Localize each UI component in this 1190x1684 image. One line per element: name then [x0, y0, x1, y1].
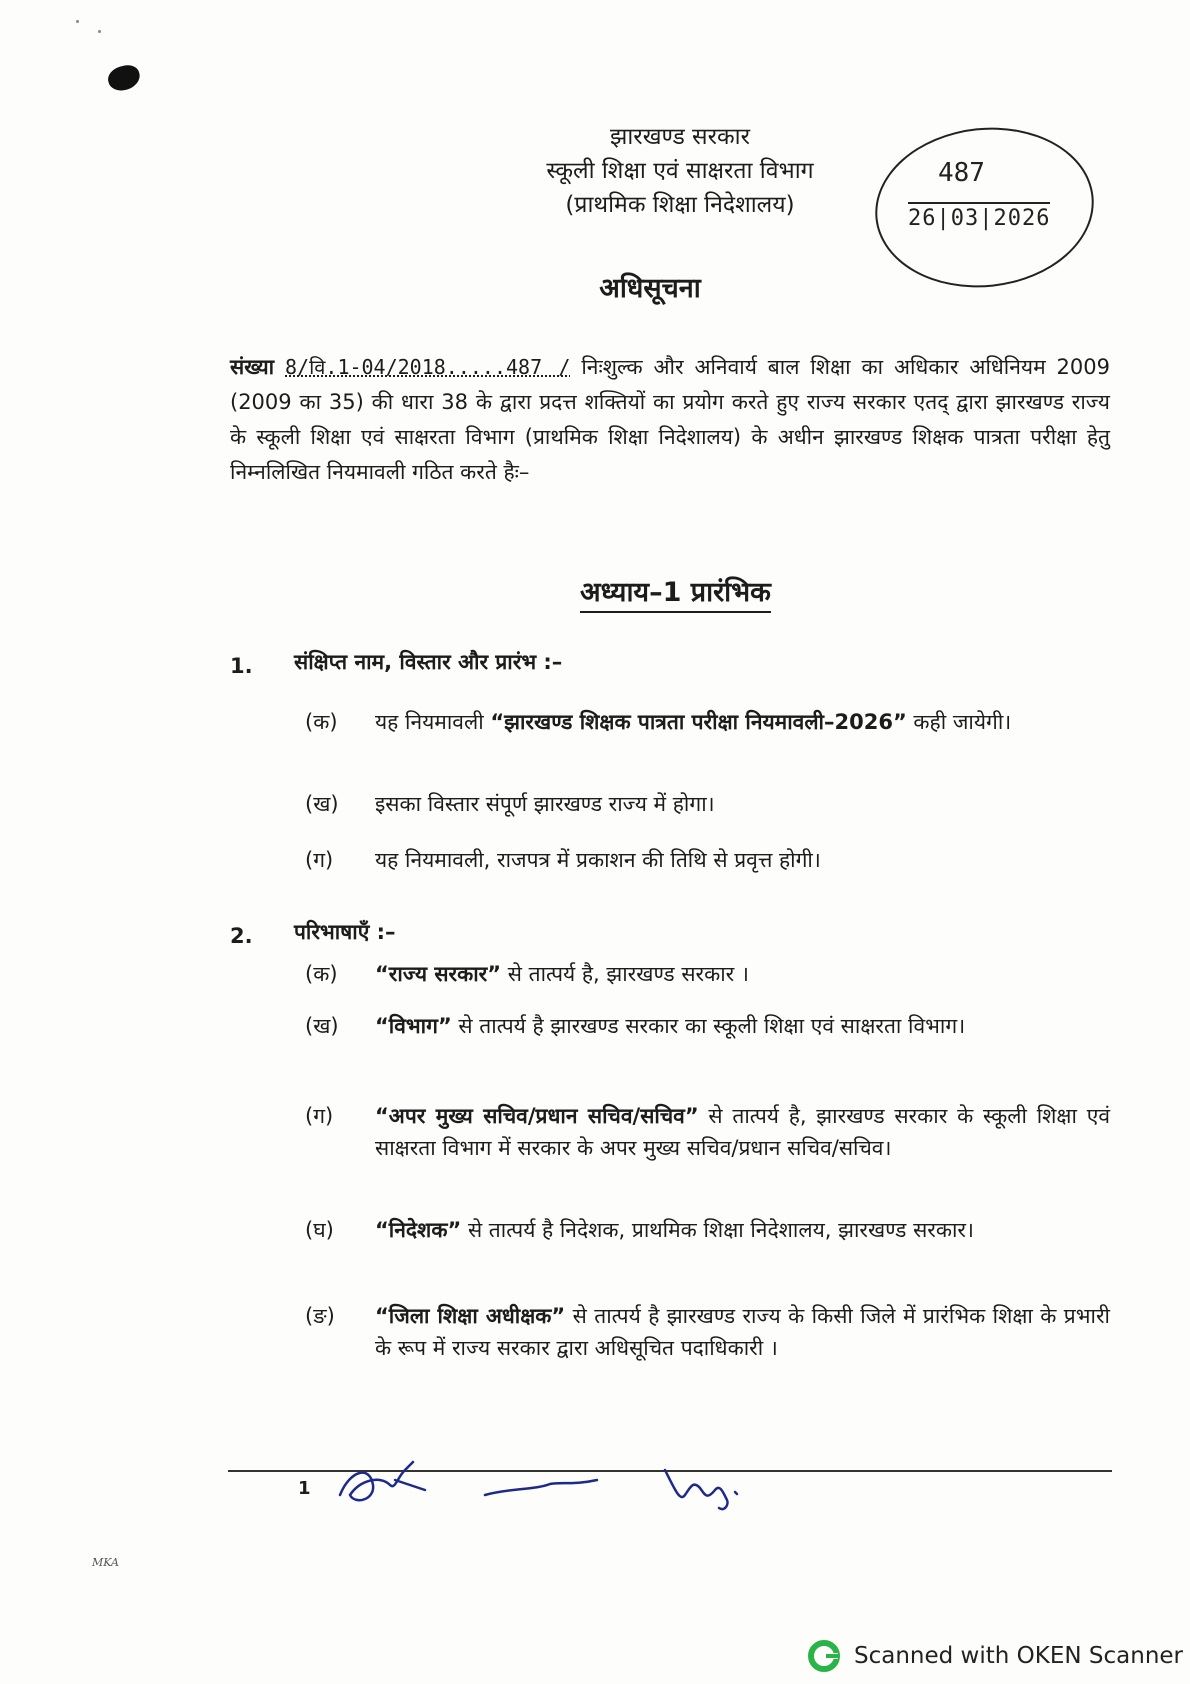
- list-item: [305, 1100, 1110, 1200]
- scan-speck: [98, 30, 101, 33]
- scanner-watermark: [808, 1640, 1183, 1672]
- section-heading: संक्षिप्त नाम, विस्तार और प्रारंभ :–: [294, 650, 563, 674]
- item-text: यह नियमावली “झारखण्ड शिक्षक पात्रता परीक्षा नियमावली–2026” कही जायेगी।: [375, 710, 1012, 734]
- stamp-date: 26|03|2026: [908, 202, 1050, 231]
- list-item: [305, 1214, 1110, 1282]
- header-government: झारखण्ड सरकार: [609, 124, 751, 150]
- department-header: [480, 120, 880, 222]
- section-2: [230, 918, 1110, 1358]
- item-term: “झारखण्ड शिक्षक पात्रता परीक्षा नियमावली–2026”: [490, 710, 907, 734]
- section-number: 2.: [230, 924, 253, 948]
- item-text: “निदेशक” से तात्पर्य है निदेशक, प्राथमिक शिक्षा निदेशालय, झारखण्ड सरकार।: [375, 1218, 974, 1242]
- intro-text: निःशुल्क और अनिवार्य बाल शिक्षा का अधिकार अधिनियम 2009 (2009 का 35) की धारा 38 के द्वारा प्रदत्त शक्तियों का प्रयोग करते हुए राज्य सरकार एतद् द्वारा झारखण्ड राज्य के स्कूली शिक्षा एवं साक्षरता विभाग (प्राथमिक शिक्षा निदेशालय) के अधीन झारखण्ड शिक्षक पात्रता परीक्षा हेतु निम्नलिखित नियमावली गठित करते हैः–: [230, 355, 1110, 484]
- section-number: 1.: [230, 654, 253, 678]
- oken-scanner-logo-icon: [808, 1640, 840, 1672]
- item-marker: (ख): [305, 1014, 339, 1038]
- list-item: [305, 788, 1110, 822]
- item-term: “विभाग”: [375, 1014, 452, 1038]
- item-marker: (ग): [305, 1104, 334, 1128]
- item-marker: (ङ): [305, 1304, 335, 1328]
- list-item: [305, 1010, 1110, 1078]
- item-term: “जिला शिक्षा अधीक्षक”: [375, 1304, 566, 1328]
- scan-speck: [76, 20, 79, 23]
- item-marker: (घ): [305, 1218, 334, 1242]
- item-term: “राज्य सरकार”: [375, 962, 502, 986]
- item-marker: (क): [305, 962, 338, 986]
- stamp-number: 487: [938, 158, 985, 188]
- header-department: स्कूली शिक्षा एवं साक्षरता विभाग: [546, 158, 814, 184]
- handwritten-signatures: [335, 1440, 795, 1520]
- item-text: “जिला शिक्षा अधीक्षक” से तात्पर्य है झारखण्ड राज्य के किसी जिले में प्रारंभिक शिक्षा के प्रभारी के रूप में राज्य सरकार द्वारा अधिसूचित पदाधिकारी ।: [375, 1304, 1110, 1360]
- section-1: [230, 648, 1110, 888]
- item-text: यह नियमावली, राजपत्र में प्रकाशन की तिथि से प्रवृत्त होगी।: [375, 848, 821, 872]
- item-marker: (ग): [305, 848, 334, 872]
- list-item: [305, 706, 1110, 776]
- list-item: [305, 958, 1110, 992]
- list-item: [305, 844, 1110, 878]
- section-heading: परिभाषाएँ :–: [294, 920, 396, 944]
- scanner-watermark-text: Scanned with OKEN Scanner: [854, 1643, 1183, 1669]
- item-term: “अपर मुख्य सचिव/प्रधान सचिव/सचिव”: [375, 1104, 699, 1128]
- header-directorate: (प्राथमिक शिक्षा निदेशालय): [565, 192, 795, 218]
- intro-paragraph: [230, 350, 1110, 490]
- notification-title: अधिसूचना: [599, 273, 701, 304]
- item-marker: (ख): [305, 792, 339, 816]
- page-number: 1: [298, 1478, 311, 1499]
- list-item: [305, 1300, 1110, 1368]
- item-text: इसका विस्तार संपूर्ण झारखण्ड राज्य में होगा।: [375, 792, 715, 816]
- item-text: “अपर मुख्य सचिव/प्रधान सचिव/सचिव” से तात्पर्य है, झारखण्ड सरकार के स्कूली शिक्षा एवं साक्षरता विभाग में सरकार के अपर मुख्य सचिव/प्रधान सचिव/सचिव।: [375, 1104, 1110, 1160]
- ink-blot: [105, 62, 142, 93]
- reference-number: 8/वि.1-04/2018.....487 /: [285, 355, 571, 379]
- item-term: “निदेशक”: [375, 1218, 462, 1242]
- initials-mark: MKA: [92, 1556, 119, 1569]
- item-text: “विभाग” से तात्पर्य है झारखण्ड सरकार का स्कूली शिक्षा एवं साक्षरता विभाग।: [375, 1014, 966, 1038]
- item-text: “राज्य सरकार” से तात्पर्य है, झारखण्ड सरकार ।: [375, 962, 749, 986]
- item-marker: (क): [305, 710, 338, 734]
- number-label: संख्या: [230, 355, 275, 379]
- chapter-heading: अध्याय–1 प्रारंभिक: [580, 572, 771, 613]
